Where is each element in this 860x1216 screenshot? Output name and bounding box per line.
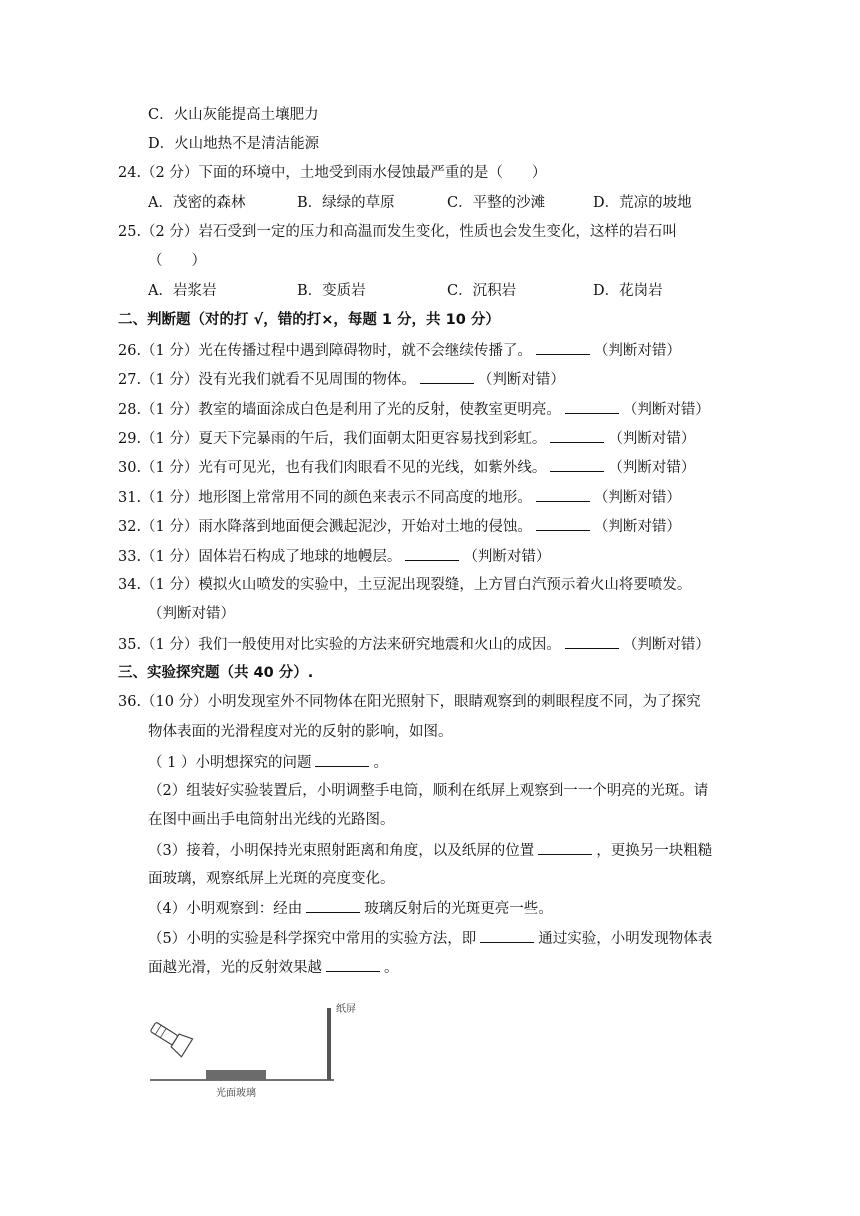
judge-suffix: （判断对错） — [622, 402, 710, 418]
q25-option-d: D．花岗岩 — [593, 283, 663, 299]
screen-label: 纸屏 — [336, 1004, 356, 1015]
part-text: （5）小明的实验是科学探究中常用的实验方法，即 — [148, 931, 477, 947]
judge-item-27 — [118, 369, 565, 390]
answer-blank[interactable] — [536, 487, 590, 502]
part-text: （3）接着，小明保持光束照射距离和角度，以及纸屏的位置 — [148, 843, 535, 859]
judge-text: 35.（1 分）我们一般使用对比实验的方法来研究地震和火山的成因。 — [118, 637, 561, 653]
judge-text: 30.（1 分）光有可见光，也有我们肉眼看不见的光线，如紫外线。 — [118, 460, 547, 476]
q36-part1 — [148, 752, 388, 773]
part-text-end: 。 — [373, 755, 388, 771]
q36-part2-line2: 在图中画出手电筒射出光线的光路图。 — [148, 812, 395, 828]
judge-text: 33.（1 分）固体岩石构成了地球的地幔层。 — [118, 549, 402, 565]
q24-stem: 24.（2 分）下面的环境中，土地受到雨水侵蚀最严重的是（ ） — [118, 165, 547, 181]
section-2-title: 二、判断题（对的打 √，错的打×，每题 1 分，共 10 分） — [118, 312, 500, 328]
judge-item-29 — [118, 428, 695, 449]
answer-blank[interactable] — [326, 957, 380, 972]
judge-suffix: （判断对错） — [148, 606, 235, 622]
judge-item-28 — [118, 399, 710, 420]
judge-item-35 — [118, 634, 710, 655]
section-3-title: 三、实验探究题（共 40 分）. — [118, 665, 314, 681]
judge-text: 31.（1 分）地形图上常常用不同的颜色来表示不同高度的地形。 — [118, 490, 532, 506]
q36-stem-line1: 36.（10 分）小明发现室外不同物体在阳光照射下，眼睛观察到的刺眼程度不同，为了探究 — [118, 694, 701, 710]
answer-blank[interactable] — [550, 428, 604, 443]
judge-item-30 — [118, 457, 695, 478]
q36-part3-line1 — [148, 840, 712, 861]
q36-part4 — [148, 898, 553, 919]
judge-suffix: （判断对错） — [593, 343, 681, 359]
answer-blank[interactable] — [420, 369, 474, 384]
q36-part5-line1 — [148, 928, 712, 949]
answer-blank[interactable] — [565, 634, 619, 649]
answer-blank[interactable] — [536, 516, 590, 531]
judge-item-33 — [118, 546, 550, 567]
q24-option-d: D．荒凉的坡地 — [593, 195, 692, 211]
judge-text: 26.（1 分）光在传播过程中遇到障碍物时，就不会继续传播了。 — [118, 343, 532, 359]
q23-option-d: D．火山地热不是清洁能源 — [148, 136, 320, 152]
judge-item-26 — [118, 340, 681, 361]
part-text: 面越光滑，光的反射效果越 — [148, 960, 322, 976]
judge-suffix: （判断对错） — [593, 519, 681, 535]
paper-screen — [327, 1008, 331, 1080]
answer-blank[interactable] — [550, 457, 604, 472]
judge-suffix: （判断对错） — [608, 431, 696, 447]
judge-suffix: （判断对错） — [477, 372, 565, 388]
judge-text: 28.（1 分）教室的墙面涂成白色是利用了光的反射，使教室更明亮。 — [118, 402, 561, 418]
q36-part2-line1: （2）组装好实验装置后，小明调整手电筒，顺利在纸屏上观察到一一个明亮的光斑。请 — [148, 783, 709, 799]
part-text-end: 通过实验，小明发现物体表 — [538, 931, 713, 947]
part-text: （ 1 ）小明想探究的问题 — [148, 755, 312, 771]
glass-label: 光面玻璃 — [216, 1088, 256, 1099]
judge-suffix: （判断对错） — [608, 460, 696, 476]
judge-item-34-suffix — [148, 604, 235, 624]
q25-paren: （ ） — [148, 253, 206, 269]
part-text-end: 。 — [384, 960, 399, 976]
q36-part5-line2 — [148, 957, 399, 978]
judge-suffix: （判断对错） — [622, 637, 710, 653]
q24-option-c: C．平整的沙滩 — [447, 195, 546, 211]
judge-suffix: （判断对错） — [593, 490, 681, 506]
q25-option-a: A．岩浆岩 — [148, 283, 217, 299]
judge-item-32 — [118, 516, 681, 537]
judge-text: 34.（1 分）模拟火山喷发的实验中，土豆泥出现裂缝，上方冒白汽预示着火山将要喷发。 — [118, 577, 692, 593]
experiment-figure — [148, 1000, 388, 1100]
q23-option-c: C．火山灰能提高土壤肥力 — [148, 107, 319, 123]
judge-text: 27.（1 分）没有光我们就看不见周围的物体。 — [118, 372, 416, 388]
q24-option-a: A．茂密的森林 — [148, 195, 246, 211]
answer-blank[interactable] — [306, 898, 360, 913]
q25-option-b: B．变质岩 — [297, 283, 366, 299]
q25-stem: 25.（2 分）岩石受到一定的压力和高温而发生变化，性质也会发生变化，这样的岩石叫 — [118, 224, 677, 240]
flashlight-icon — [148, 1018, 193, 1057]
q24-option-b: B．绿绿的草原 — [297, 195, 395, 211]
judge-text: 29.（1 分）夏天下完暴雨的午后，我们面朝太阳更容易找到彩虹。 — [118, 431, 547, 447]
answer-blank[interactable] — [565, 399, 619, 414]
q36-part3-line2: 面玻璃，观察纸屏上光斑的亮度变化。 — [148, 871, 395, 887]
judge-text: 32.（1 分）雨水降落到地面便会溅起泥沙，开始对土地的侵蚀。 — [118, 519, 532, 535]
judge-suffix: （判断对错） — [463, 549, 551, 565]
answer-blank[interactable] — [315, 752, 369, 767]
q25-option-c: C．沉积岩 — [447, 283, 517, 299]
answer-blank[interactable] — [405, 546, 459, 561]
answer-blank[interactable] — [538, 840, 592, 855]
part-text: （4）小明观察到：经由 — [148, 901, 303, 917]
judge-item-34 — [118, 575, 691, 595]
part-text-end: 玻璃反射后的光斑更亮一些。 — [364, 901, 553, 917]
smooth-glass — [206, 1070, 266, 1080]
judge-item-31 — [118, 487, 681, 508]
part-text-end: ，更换另一块粗糙 — [596, 843, 713, 859]
q36-stem-line2: 物体表面的光滑程度对光的反射的影响，如图。 — [148, 724, 453, 740]
answer-blank[interactable] — [536, 340, 590, 355]
answer-blank[interactable] — [480, 928, 534, 943]
